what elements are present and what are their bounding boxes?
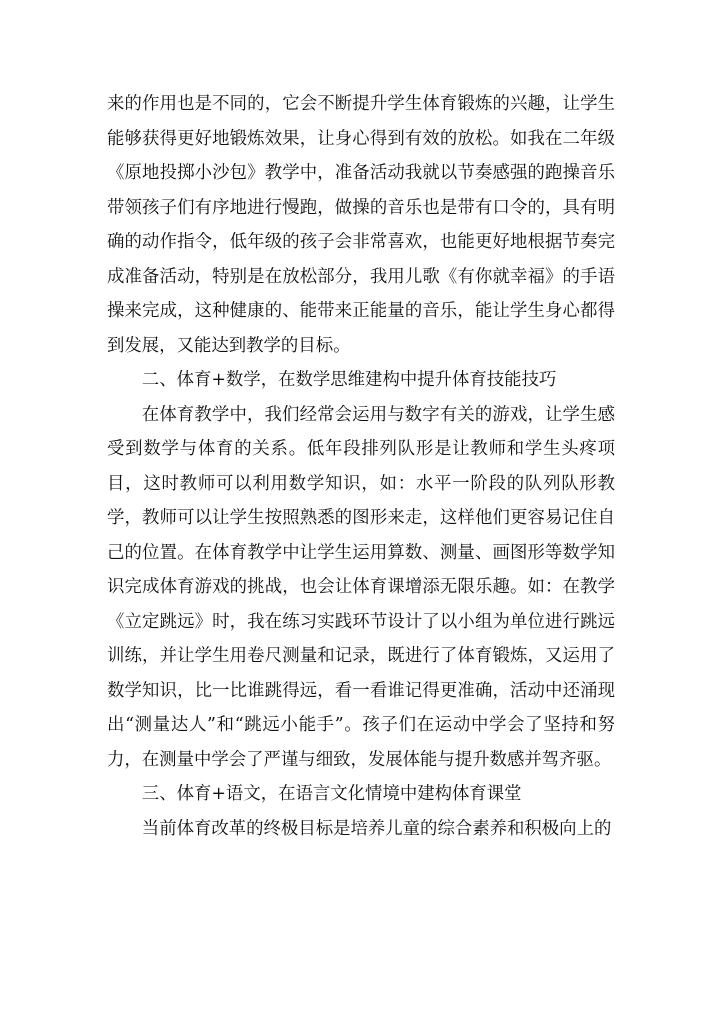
paragraph-pe-math: 在体育教学中，我们经常会运用与数字有关的游戏，让学生感受到数学与体育的关系。低年段排列队形是让教师和学生头疼项目，这时教师可以利用数学知识，如：水平一阶段的队列队形教学，教师可以让学生按照熟悉的图形来走，这样他们更容易记住自己的位置。在体育教学中让学生运用算数、测量、画图形等数学知识完成体育游戏的挑战，也会让体育课增添无限乐趣。如：在教学《立定跳远》时，我在练习实践环节设计了以小组为单位进行跳远训练，并让学生用卷尺测量和记录，既进行了体育锻炼，又运用了数学知识，比一比谁跳得远，看一看谁记得更准确，活动中还涌现出“测量达人”和“跳远小能手”。孩子们在运动中学会了坚持和努力，在测量中学会了严谨与细致，发展体能与提升数感并驾齐驱。 xyxy=(107,404,615,770)
section-heading-pe-math: 二、体育+数学，在数学思维建构中提升体育技能技巧 xyxy=(141,370,557,390)
section-heading-pe-chinese: 三、体育+语文，在语言文化情境中建构体育课堂 xyxy=(141,784,522,804)
document-body xyxy=(107,87,615,846)
paragraph-pe-chinese: 当前体育改革的终极目标是培养儿童的综合素养和积极向上的 xyxy=(141,818,612,839)
paragraph-intro-continued: 来的作用也是不同的，它会不断提升学生体育锻炼的兴趣，让学生能够获得更好地锻炼效果，让身心得到有效的放松。如我在二年级《原地投掷小沙包》教学中，准备活动我就以节奏感强的跑操音乐带领孩子们有序地进行慢跑，做操的音乐也是带有口令的，具有明确的动作指令，低年级的孩子会非常喜欢，也能更好地根据节奏完成准备活动，特别是在放松部分，我用儿歌《有你就幸福》的手语操来完成，这种健康的、能带来正能量的音乐，能让学生身心都得到发展，又能达到教学的目标。 xyxy=(107,94,615,356)
